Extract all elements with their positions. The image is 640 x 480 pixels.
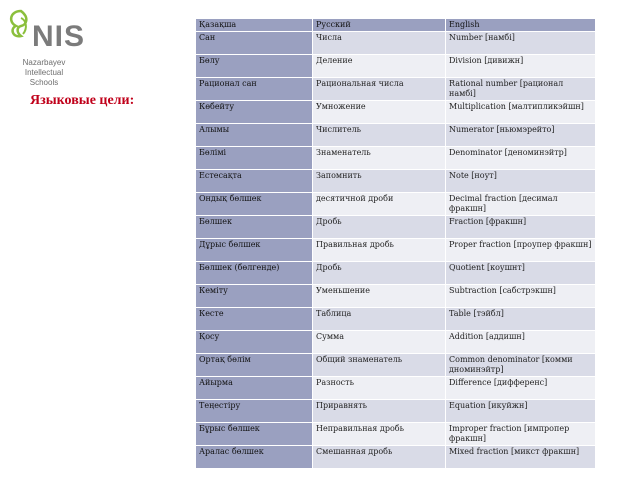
russian-cell: Правильная дробь bbox=[313, 239, 446, 262]
logo-line-1: Nazarbayev bbox=[22, 58, 66, 67]
nis-logo bbox=[6, 8, 92, 88]
logo-wordmark: NIS bbox=[32, 20, 86, 53]
table-row bbox=[196, 354, 596, 377]
english-cell: Table [тэйбл] bbox=[446, 308, 596, 331]
kazakh-cell: Дұрыс бөлшек bbox=[196, 239, 313, 262]
english-cell: Difference [дифференс] bbox=[446, 377, 596, 400]
english-cell: Denominator [деноминэйтр] bbox=[446, 147, 596, 170]
kazakh-cell: Рационал сан bbox=[196, 78, 313, 101]
kazakh-cell: Ортақ бөлім bbox=[196, 354, 313, 377]
kazakh-cell: Қосу bbox=[196, 331, 313, 354]
russian-cell: Знаменатель bbox=[313, 147, 446, 170]
english-cell: Fraction [фракшн] bbox=[446, 216, 596, 239]
english-cell: Number [намбі] bbox=[446, 32, 596, 55]
kazakh-cell: Бөлшек (бөлгенде) bbox=[196, 262, 313, 285]
russian-cell: Общий знаменатель bbox=[313, 354, 446, 377]
goals-title: Языковые цели: bbox=[30, 93, 135, 108]
russian-cell: Числа bbox=[313, 32, 446, 55]
english-cell: Mixed fraction [микст фракшн] bbox=[446, 446, 596, 469]
table-row bbox=[196, 239, 596, 262]
english-cell: Equation [икуйжн] bbox=[446, 400, 596, 423]
kazakh-cell: Кеміту bbox=[196, 285, 313, 308]
english-cell: Common denominator [комми дноминэйтр] bbox=[446, 354, 596, 377]
table-row bbox=[196, 32, 596, 55]
table-row bbox=[196, 101, 596, 124]
russian-cell: Неправильная дробь bbox=[313, 423, 446, 446]
vocabulary-table bbox=[195, 18, 596, 469]
russian-cell: Числитель bbox=[313, 124, 446, 147]
english-cell: Improper fraction [импропер фракшн] bbox=[446, 423, 596, 446]
english-cell: Subtraction [сабстрэкшн] bbox=[446, 285, 596, 308]
russian-cell: Умножение bbox=[313, 101, 446, 124]
russian-cell: Сумма bbox=[313, 331, 446, 354]
kazakh-cell: Айырма bbox=[196, 377, 313, 400]
russian-cell: Уменьшение bbox=[313, 285, 446, 308]
logo-line-3: Schools bbox=[29, 78, 59, 87]
table-row bbox=[196, 377, 596, 400]
table-row bbox=[196, 55, 596, 78]
english-cell: Proper fraction [проупер фракшн] bbox=[446, 239, 596, 262]
kazakh-cell: Сан bbox=[196, 32, 313, 55]
table-body bbox=[196, 32, 596, 469]
table-row bbox=[196, 78, 596, 101]
russian-cell: Дробь bbox=[313, 262, 446, 285]
table-row bbox=[196, 124, 596, 147]
table-row bbox=[196, 446, 596, 469]
russian-cell: Таблица bbox=[313, 308, 446, 331]
english-cell: Quotient [коушнт] bbox=[446, 262, 596, 285]
table-row bbox=[196, 308, 596, 331]
header-english: English bbox=[446, 19, 596, 32]
english-cell: Decimal fraction [десимал фракшн] bbox=[446, 193, 596, 216]
table-row bbox=[196, 216, 596, 239]
table-row bbox=[196, 423, 596, 446]
english-cell: Multiplication [малтипликэйшн] bbox=[446, 101, 596, 124]
russian-cell: десятичной дроби bbox=[313, 193, 446, 216]
table-row bbox=[196, 331, 596, 354]
kazakh-cell: Кесте bbox=[196, 308, 313, 331]
kazakh-cell: Ондық бөлшек bbox=[196, 193, 313, 216]
russian-cell: Смешанная дробь bbox=[313, 446, 446, 469]
russian-cell: Дробь bbox=[313, 216, 446, 239]
english-cell: Division [дивижн] bbox=[446, 55, 596, 78]
russian-cell: Рациональная числа bbox=[313, 78, 446, 101]
english-cell: Numerator [ньюмэрейто] bbox=[446, 124, 596, 147]
table-header-row bbox=[196, 19, 596, 32]
kazakh-cell: Аралас бөлшек bbox=[196, 446, 313, 469]
kazakh-cell: Бөлшек bbox=[196, 216, 313, 239]
table-row bbox=[196, 170, 596, 193]
russian-cell: Разность bbox=[313, 377, 446, 400]
header-kazakh: Қазақша bbox=[196, 19, 313, 32]
kazakh-cell: Бөлімі bbox=[196, 147, 313, 170]
russian-cell: Деление bbox=[313, 55, 446, 78]
english-cell: Addition [аддишн] bbox=[446, 331, 596, 354]
header-russian: Русский bbox=[313, 19, 446, 32]
table-row bbox=[196, 262, 596, 285]
logo-line-2: Intellectual bbox=[24, 68, 64, 77]
kazakh-cell: Естесақта bbox=[196, 170, 313, 193]
table-row bbox=[196, 193, 596, 216]
kazakh-cell: Бөлу bbox=[196, 55, 313, 78]
kazakh-cell: Алымы bbox=[196, 124, 313, 147]
kazakh-cell: Бұрыс бөлшек bbox=[196, 423, 313, 446]
kazakh-cell: Көбейту bbox=[196, 101, 313, 124]
table-row bbox=[196, 147, 596, 170]
english-cell: Rational number [рационал намбі] bbox=[446, 78, 596, 101]
russian-cell: Приравнять bbox=[313, 400, 446, 423]
russian-cell: Запомнить bbox=[313, 170, 446, 193]
table-row bbox=[196, 400, 596, 423]
logo-subtitle bbox=[6, 58, 82, 88]
table-row bbox=[196, 285, 596, 308]
kazakh-cell: Теңестіру bbox=[196, 400, 313, 423]
english-cell: Note [ноут] bbox=[446, 170, 596, 193]
